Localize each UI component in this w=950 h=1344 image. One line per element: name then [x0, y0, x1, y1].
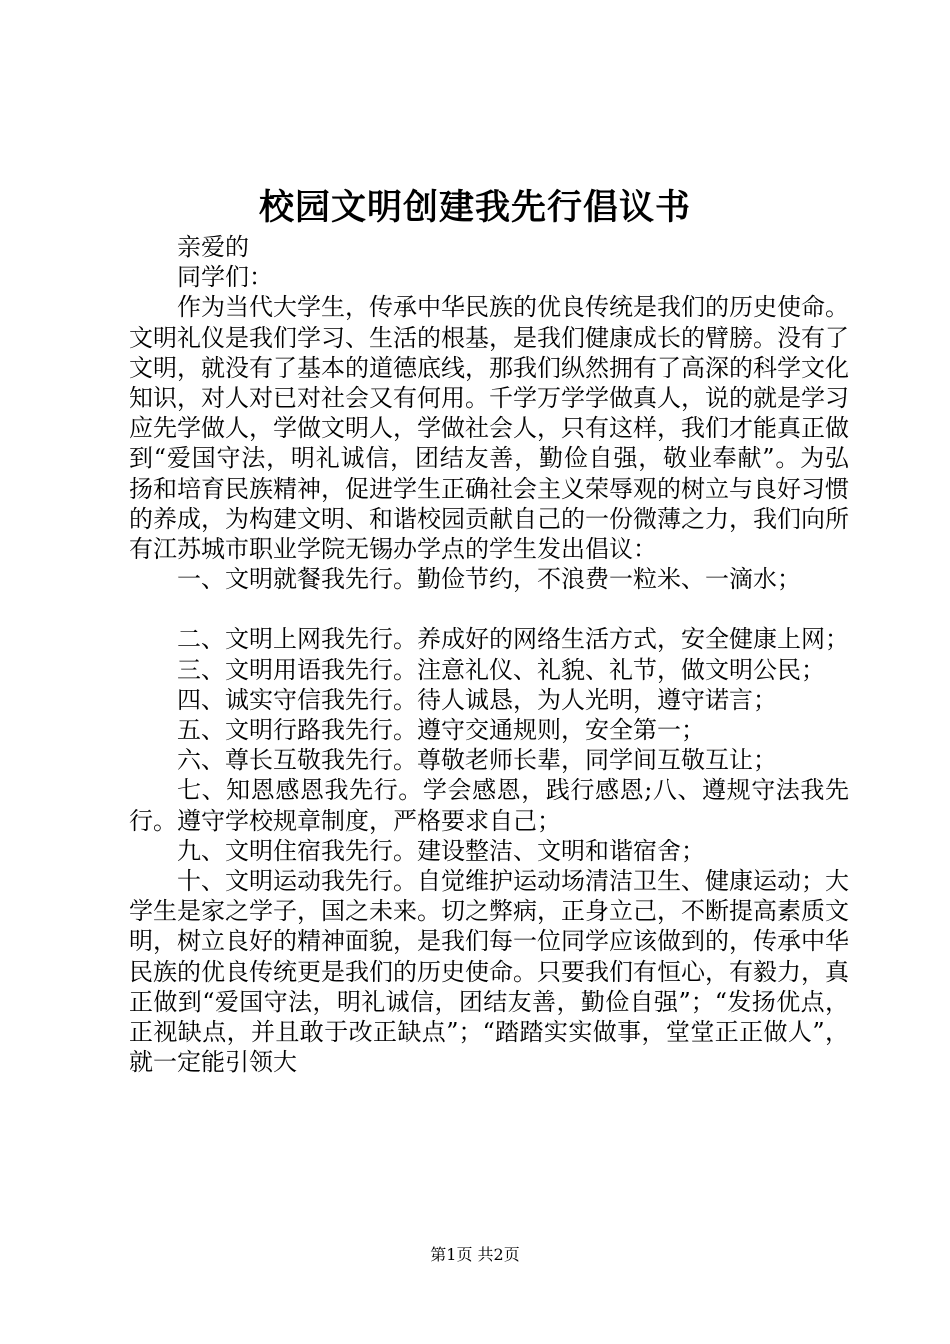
document-body — [129, 232, 849, 1077]
proposal-item: 一、文明就餐我先行。勤俭节约，不浪费一粒米、一滴水； — [177, 565, 801, 594]
greeting-line: 亲爱的 — [177, 233, 249, 261]
proposal-item: 六、尊长互敬我先行。尊敬老师长辈，同学间互敬互让； — [177, 746, 777, 775]
body-paragraph: 作为当代大学生，传承中华民族的优良传统是我们的历史使命。文明礼仪是我们学习、生活的根基，是我们健康成长的臂膀。没有了文明，就没有了基本的道德底线，那我们纵然拥有了高深的科学文化知识，对人对已对社会又有何用。千学万学学做真人，说的就是学习应先学做人，学做文明人，学做社会人，只有这样，我们才能真正做到“爱国守法，明礼诚信，团结友善，勤俭自强，敬业奉献”。为弘扬和培育民族精神，促进学生正确社会主义荣辱观的树立与良好习惯的养成，为构建文明、和谐校园贡献自己的一份微薄之力，我们向所有江苏城市职业学院无锡办学点的学生发出倡议： — [129, 293, 849, 564]
proposal-item: 三、文明用语我先行。注意礼仪、礼貌、礼节，做文明公民； — [177, 655, 825, 684]
proposal-item: 五、文明行路我先行。遵守交通规则，安全第一； — [177, 716, 705, 745]
page-number: 第1页 共2页 — [430, 1245, 520, 1264]
proposal-item: 七、知恩感恩我先行。学会感恩，践行感恩;八、遵规守法我先行。遵守学校规章制度，严格要求自己； — [129, 776, 849, 835]
body-paragraph: 十、文明运动我先行。自觉维护运动场清洁卫生、健康运动；大学生是家之学子，国之未来。切之弊病，正身立己，不断提高素质文明，树立良好的精神面貌，是我们每一位同学应该做到的，传承中华民族的优良传统更是我们的历史使命。只要我们有恒心，有毅力，真正做到“爱国守法，明礼诚信，团结友善，勤俭自强”；“发扬优点，正视缺点，并且敢于改正缺点”；“踏踏实实做事，堂堂正正做人”，就一定能引领大 — [129, 867, 849, 1077]
proposal-item: 九、文明住宿我先行。建设整洁、文明和谐宿舍； — [177, 836, 705, 865]
proposal-item: 二、文明上网我先行。养成好的网络生活方式，安全健康上网； — [177, 625, 849, 654]
proposal-item: 四、诚实守信我先行。待人诚恳，为人光明，遵守诺言； — [177, 685, 777, 714]
document-title: 校园文明创建我先行倡议书 — [258, 187, 691, 228]
greeting-line: 同学们： — [177, 263, 273, 292]
